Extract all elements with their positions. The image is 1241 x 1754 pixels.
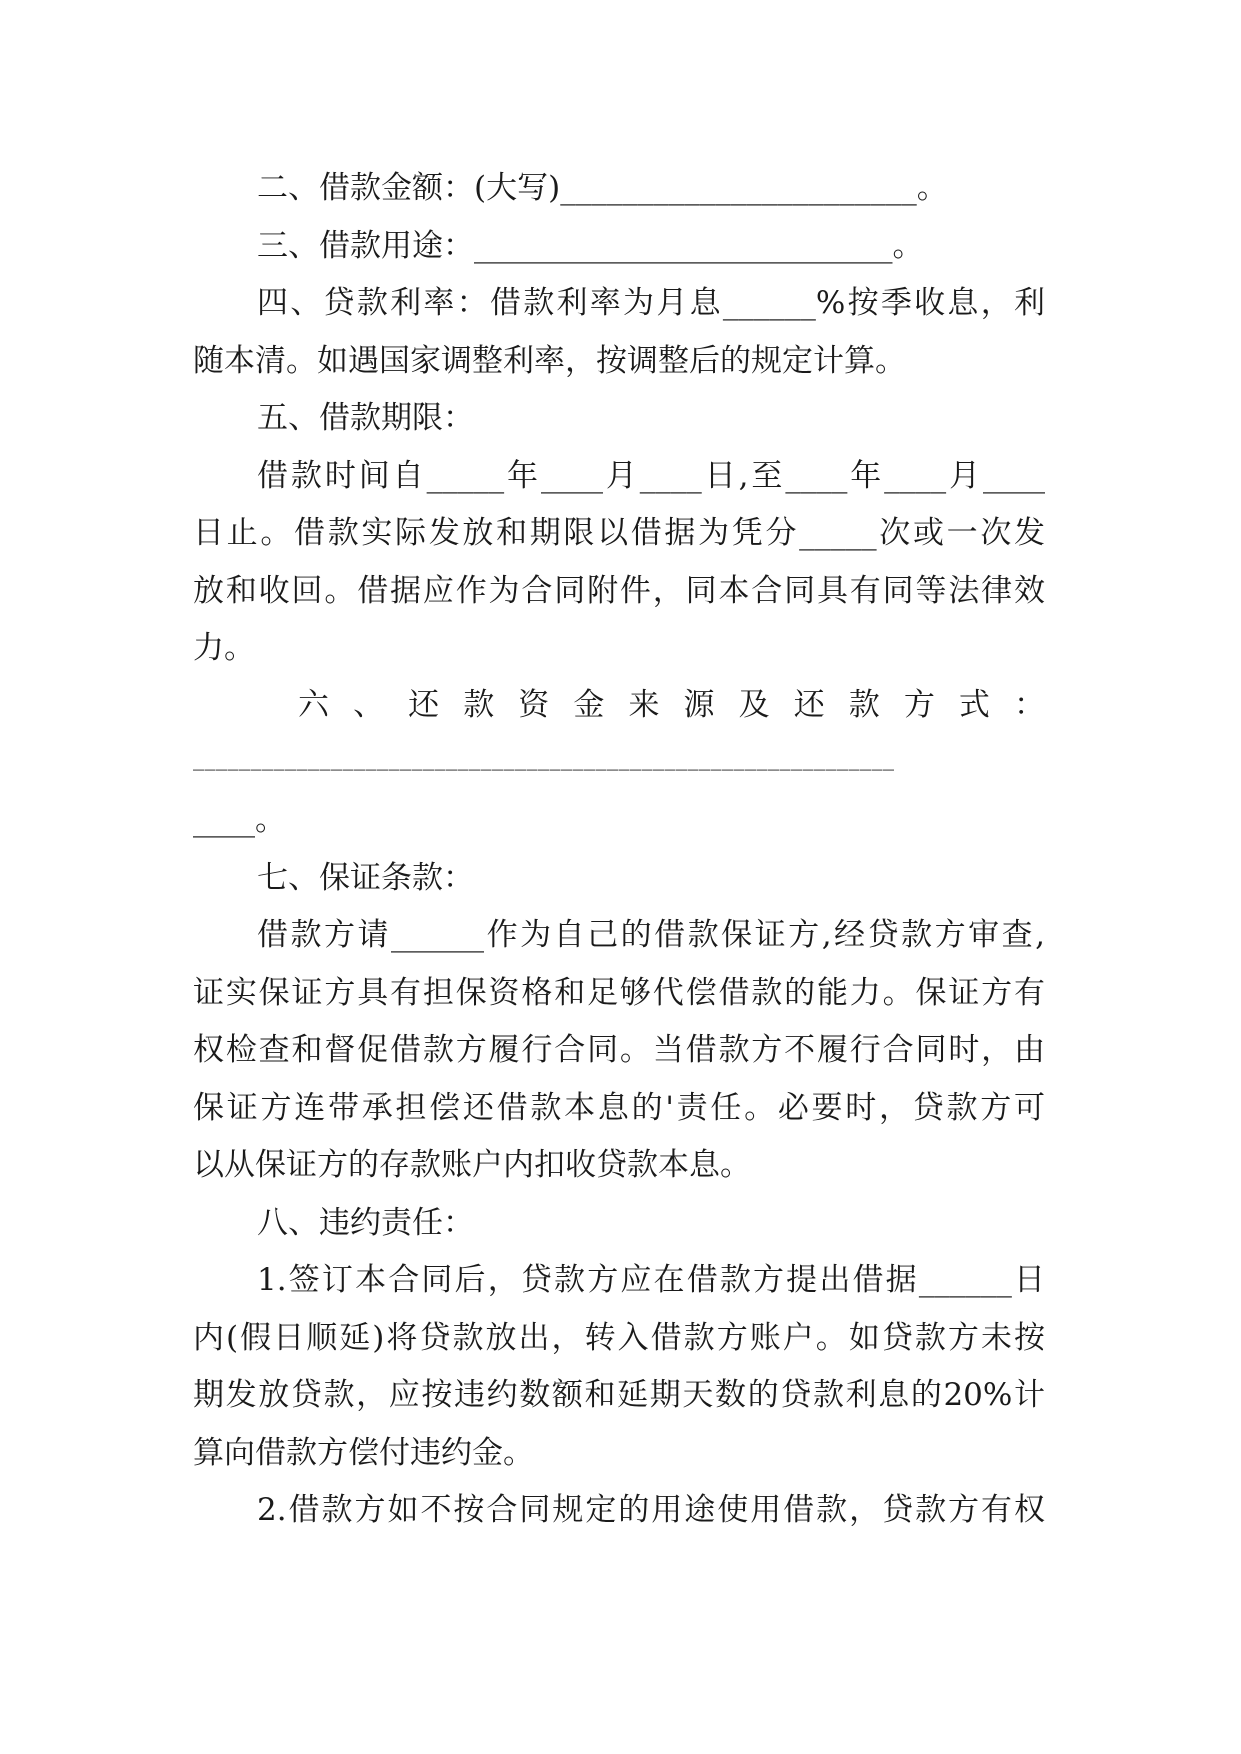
clause-repayment-heading: 六、还款资金来源及还款方式： <box>298 687 1045 723</box>
clause-loan-term-cont-1: 日止。借款实际发放和期限以借据为凭分_____次或一次发 <box>193 515 1045 551</box>
clause-guarantee-heading: 七、保证条款： <box>257 860 474 896</box>
repayment-blank-line: _____________________________________________________________ <box>193 746 895 771</box>
clause-guarantee-cont-3: 保证方连带承担偿还借款本息的'责任。必要时，贷款方可 <box>193 1090 1045 1126</box>
liability-item-2: 2.借款方如不按合同规定的用途使用借款，贷款方有权 <box>257 1492 1045 1528</box>
clause-loan-term-cont-3: 力。 <box>193 630 255 666</box>
clause-guarantee-cont-4: 以从保证方的存款账户内扣收贷款本息。 <box>193 1147 751 1183</box>
clause-guarantee-cont-1: 证实保证方具有担保资格和足够代偿借款的能力。保证方有 <box>193 975 1045 1011</box>
liability-item-1: 1.签订本合同后，贷款方应在借款方提出借据______日 <box>257 1262 1045 1298</box>
clause-loan-term-heading: 五、借款期限： <box>257 400 474 436</box>
clause-loan-purpose: 三、借款用途：___________________________。 <box>257 228 924 264</box>
clause-interest-rate: 四、贷款利率：借款利率为月息______%按季收息，利 <box>257 285 1045 321</box>
clause-liability-heading: 八、违约责任： <box>257 1205 474 1241</box>
liability-item-1-cont-3: 算向借款方偿付违约金。 <box>193 1435 534 1471</box>
clause-loan-term-cont-2: 放和收回。借据应作为合同附件，同本合同具有同等法律效 <box>193 573 1045 609</box>
clause-guarantee-cont-2: 权检查和督促借款方履行合同。当借款方不履行合同时，由 <box>193 1032 1045 1068</box>
clause-interest-rate-cont: 随本清。如遇国家调整利率，按调整后的规定计算。 <box>193 343 906 379</box>
clause-guarantee: 借款方请______作为自己的借款保证方,经贷款方审查, <box>257 917 1045 953</box>
clause-loan-term: 借款时间自_____年____月____日,至____年____月____ <box>257 458 1045 494</box>
liability-item-1-cont-2: 期发放贷款，应按违约数额和延期天数的贷款利息的20%计 <box>193 1377 1045 1413</box>
clause-loan-amount: 二、借款金额：(大写)_______________________。 <box>257 170 948 206</box>
repayment-blank-end: ____。 <box>193 802 286 838</box>
liability-item-1-cont-1: 内(假日顺延)将贷款放出，转入借款方账户。如贷款方未按 <box>193 1320 1045 1356</box>
